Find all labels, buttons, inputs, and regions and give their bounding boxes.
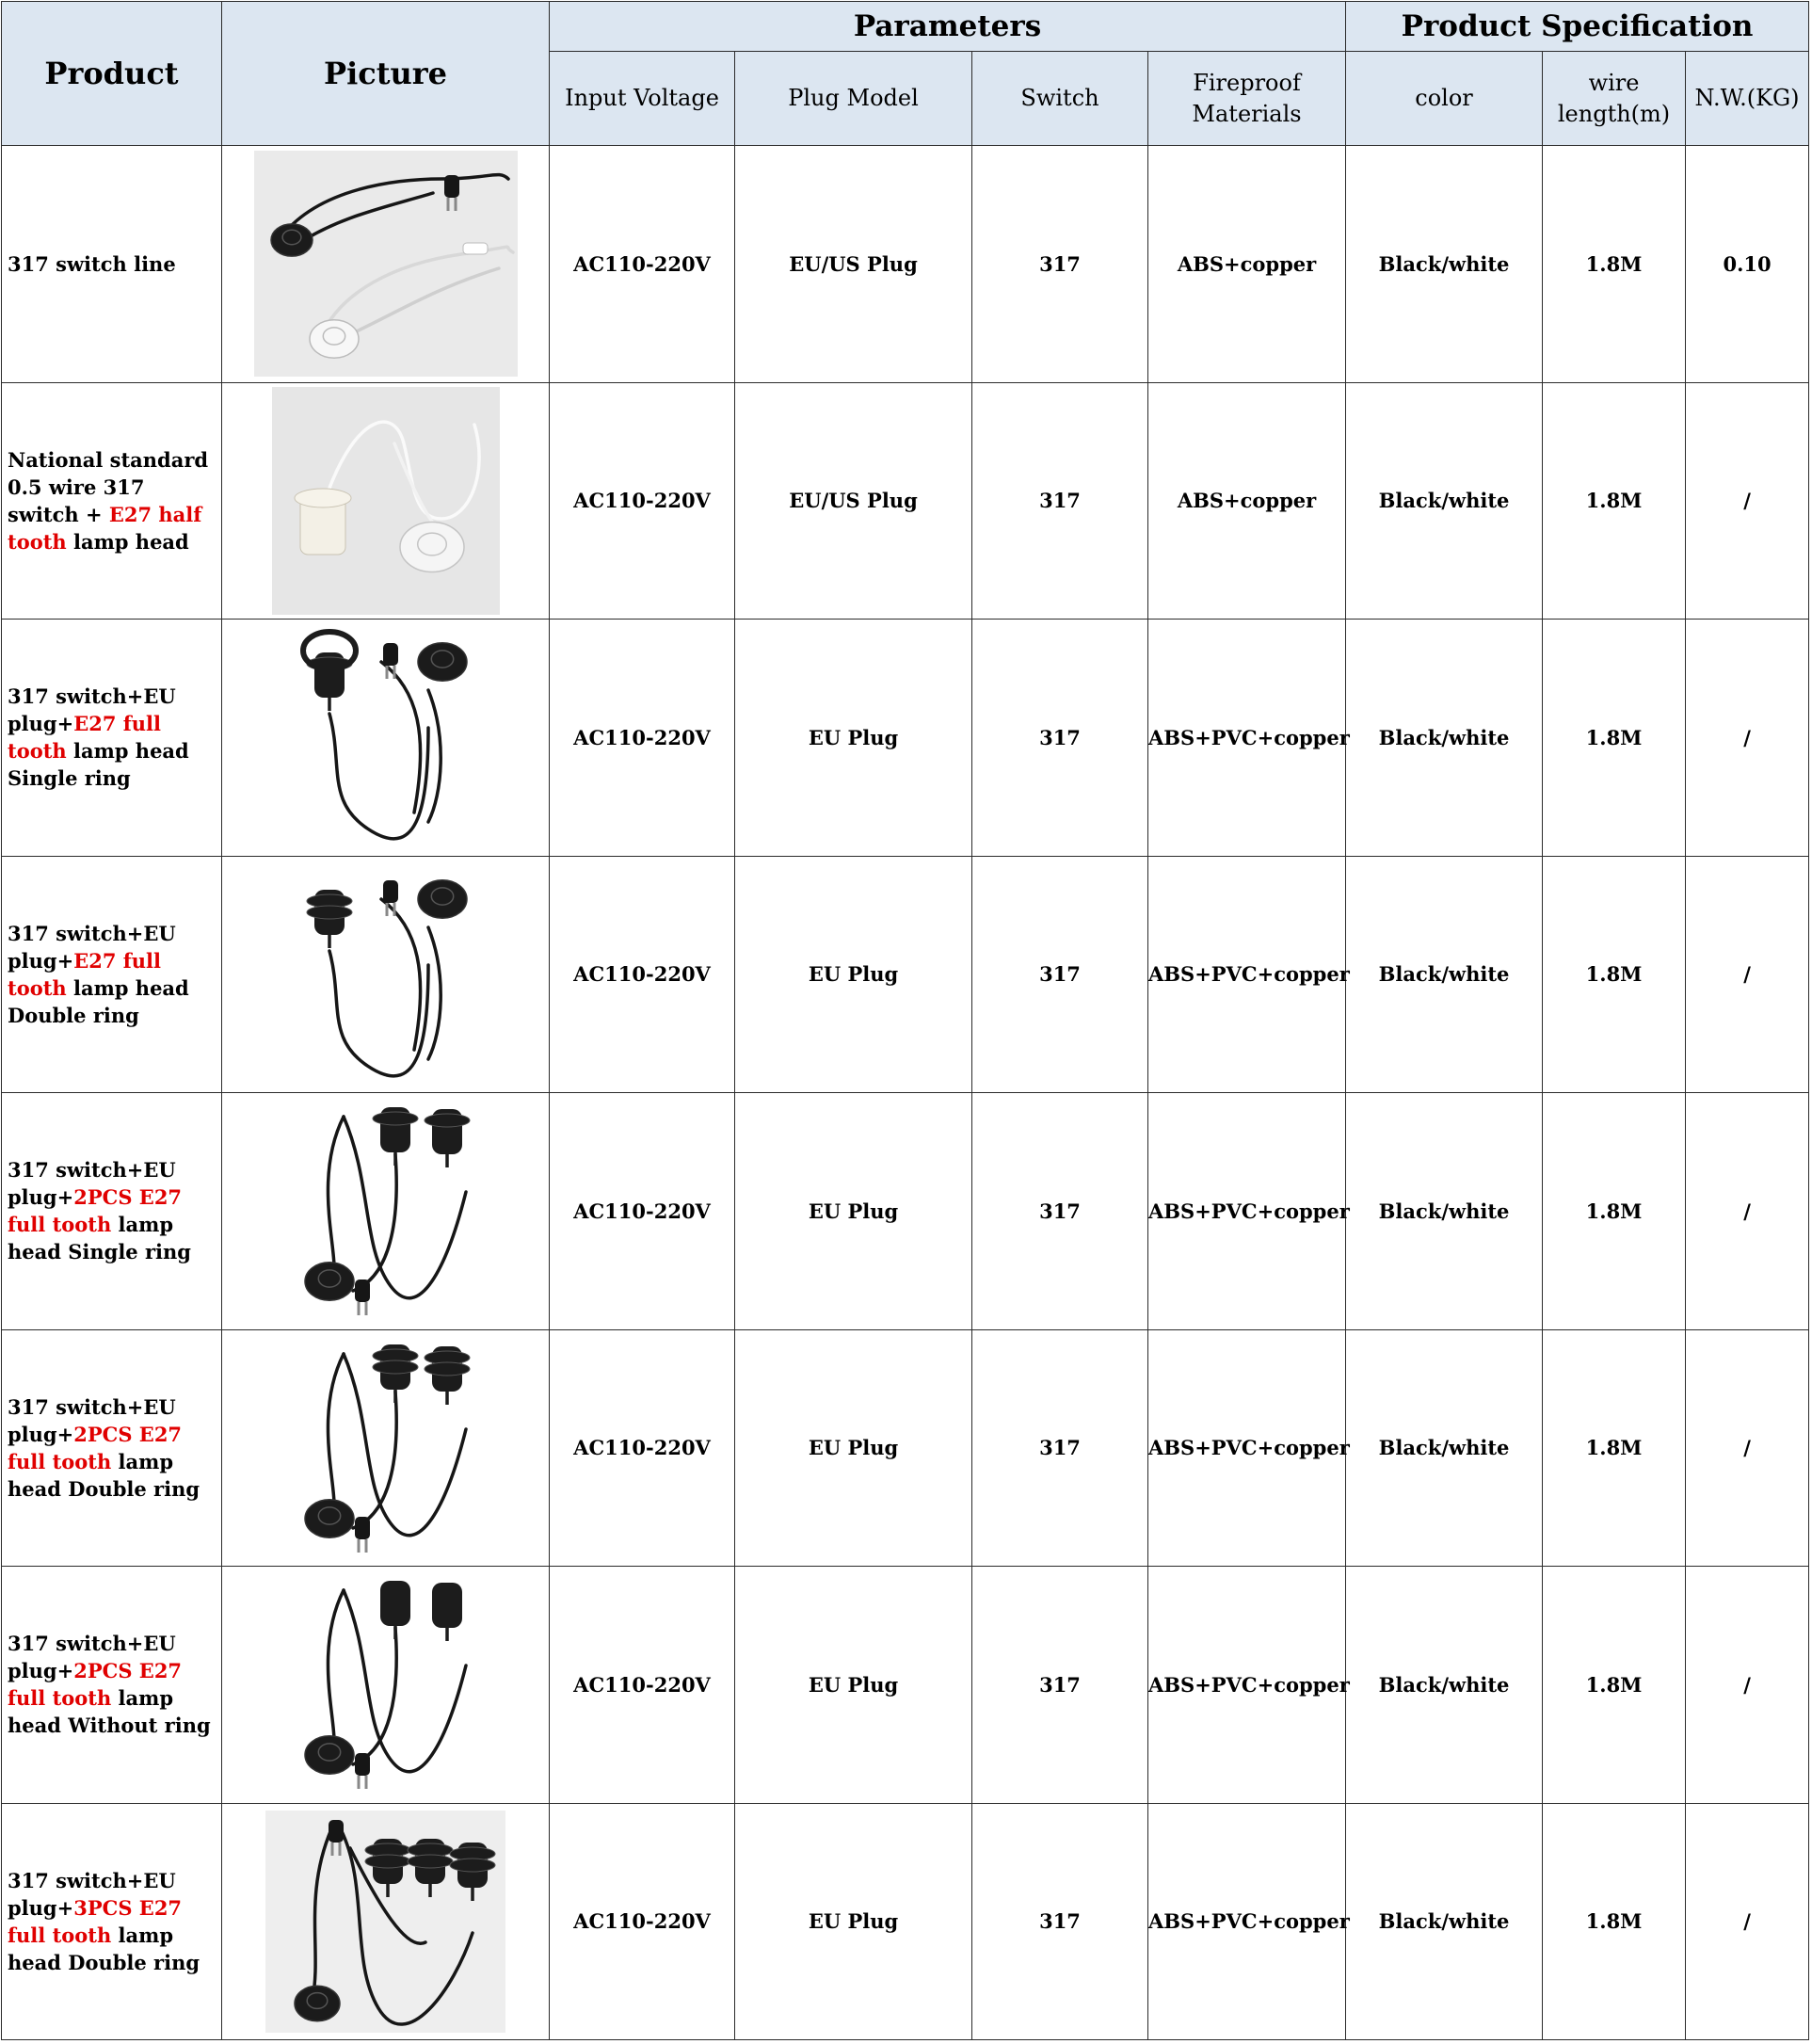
net-weight-cell: /	[1686, 382, 1809, 620]
wire-length-cell: 1.8M	[1543, 1329, 1686, 1567]
picture-cell	[222, 382, 550, 620]
product-name-text: lamp head Without ring	[8, 1686, 211, 1738]
table-row	[2, 856, 1809, 1093]
product-name-text: 317 switch+EU plug+	[8, 1632, 176, 1683]
picture-column-header: Picture	[222, 2, 550, 146]
color-cell: Black/white	[1346, 1093, 1543, 1330]
fireproof-materials-cell: ABS+PVC+copper	[1148, 1803, 1346, 2040]
color-cell: Black/white	[1346, 1329, 1543, 1567]
table-row	[2, 1093, 1809, 1330]
fireproof-materials-header	[1148, 52, 1346, 146]
color-cell: Black/white	[1346, 1803, 1543, 2040]
product-column-header: Product	[2, 2, 222, 146]
product-name-highlight: 2PCS E27 full tooth	[8, 1659, 183, 1711]
table-row	[2, 1329, 1809, 1567]
single-ring-lamp-holder-cord-photo	[287, 624, 485, 850]
fireproof-materials-cell: ABS+PVC+copper	[1148, 1093, 1346, 1330]
input-voltage-cell: AC110-220V	[550, 1567, 735, 1804]
plug-model-cell: EU Plug	[735, 1803, 972, 2040]
switch-cell: 317	[972, 1567, 1148, 1804]
double-ring-lamp-holder-cord-photo	[287, 861, 485, 1087]
product-name-text: lamp head Single ring	[8, 1213, 191, 1264]
wire-header-line1: wire	[1588, 69, 1640, 96]
product-name-text: 317 switch+EU plug+	[8, 684, 176, 736]
plug-model-cell: EU Plug	[735, 856, 972, 1093]
color-header: color	[1346, 52, 1543, 146]
picture-cell	[222, 1803, 550, 2040]
input-voltage-cell: AC110-220V	[550, 146, 735, 383]
fireproof-materials-cell: ABS+PVC+copper	[1148, 856, 1346, 1093]
wire-length-cell: 1.8M	[1543, 856, 1686, 1093]
picture-cell	[222, 146, 550, 383]
product-name-highlight: E27 full tooth	[8, 948, 162, 1000]
fireproof-header-line1: Fireproof	[1193, 69, 1301, 96]
wire-length-cell: 1.8M	[1543, 1803, 1686, 2040]
fireproof-materials-cell: ABS+PVC+copper	[1148, 1329, 1346, 1567]
switch-cell: 317	[972, 1803, 1148, 2040]
picture-cell	[222, 1093, 550, 1330]
wire-length-cell: 1.8M	[1543, 620, 1686, 857]
color-cell: Black/white	[1346, 146, 1543, 383]
plug-model-cell: EU Plug	[735, 1329, 972, 1567]
net-weight-cell: /	[1686, 856, 1809, 1093]
product-name-cell	[2, 146, 222, 383]
fireproof-materials-cell: ABS+copper	[1148, 382, 1346, 620]
switch-cell: 317	[972, 382, 1148, 620]
product-name-text: lamp head Single ring	[8, 739, 189, 791]
switch-cell: 317	[972, 620, 1148, 857]
product-name-cell	[2, 1329, 222, 1567]
product-name-cell	[2, 1803, 222, 2040]
switch-cell: 317	[972, 146, 1148, 383]
color-cell: Black/white	[1346, 382, 1543, 620]
product-name-cell	[2, 1093, 222, 1330]
wire-length-cell: 1.8M	[1543, 382, 1686, 620]
wire-header-line2: length(m)	[1557, 100, 1671, 127]
product-name-text: lamp head	[66, 529, 189, 554]
net-weight-cell: /	[1686, 1567, 1809, 1804]
table-row	[2, 1567, 1809, 1804]
two-plain-lamp-holders-photo	[287, 1571, 485, 1797]
input-voltage-cell: AC110-220V	[550, 856, 735, 1093]
product-name-text: lamp head Double ring	[8, 975, 189, 1027]
product-name-highlight: 2PCS E27 full tooth	[8, 1422, 183, 1473]
wire-length-cell: 1.8M	[1543, 1567, 1686, 1804]
product-name-cell	[2, 382, 222, 620]
two-single-ring-lamp-holders-photo	[287, 1098, 485, 1324]
wire-length-cell: 1.8M	[1543, 1093, 1686, 1330]
net-weight-header: N.W.(KG)	[1686, 52, 1809, 146]
plug-model-cell: EU/US Plug	[735, 146, 972, 383]
input-voltage-header: Input Voltage	[550, 52, 735, 146]
product-name-highlight: 2PCS E27 full tooth	[8, 1185, 183, 1237]
specification-group-header: Product Specification	[1346, 2, 1809, 52]
product-spec-table	[1, 1, 1809, 2040]
picture-cell	[222, 1567, 550, 1804]
color-cell: Black/white	[1346, 620, 1543, 857]
product-name-highlight: E27 half tooth	[8, 502, 202, 554]
plug-model-cell: EU Plug	[735, 1567, 972, 1804]
fireproof-materials-cell: ABS+PVC+copper	[1148, 620, 1346, 857]
fireproof-materials-cell: ABS+PVC+copper	[1148, 1567, 1346, 1804]
product-name-text: National standard 0.5 wire 317 switch +	[8, 447, 209, 526]
product-name-text: 317 switch+EU plug+	[8, 1868, 176, 1920]
product-rows	[2, 146, 1809, 2040]
net-weight-cell: /	[1686, 1093, 1809, 1330]
table-row	[2, 620, 1809, 857]
color-cell: Black/white	[1346, 1567, 1543, 1804]
product-name-text: 317 switch+EU plug+	[8, 1158, 176, 1210]
switch-cell: 317	[972, 1329, 1148, 1567]
switch-cell: 317	[972, 856, 1148, 1093]
three-double-ring-lamp-holders-photo	[265, 1811, 505, 2033]
input-voltage-cell: AC110-220V	[550, 1329, 735, 1567]
white-cord-with-lamp-holder-photo	[272, 387, 500, 615]
input-voltage-cell: AC110-220V	[550, 1093, 735, 1330]
picture-cell	[222, 620, 550, 857]
input-voltage-cell: AC110-220V	[550, 620, 735, 857]
product-name-highlight: 3PCS E27 full tooth	[8, 1895, 183, 1947]
net-weight-cell: 0.10	[1686, 146, 1809, 383]
picture-cell	[222, 856, 550, 1093]
fireproof-header-line2: Materials	[1192, 100, 1302, 127]
plug-model-cell: EU Plug	[735, 620, 972, 857]
plug-model-header: Plug Model	[735, 52, 972, 146]
net-weight-cell: /	[1686, 1329, 1809, 1567]
product-name-cell	[2, 1567, 222, 1804]
product-name-cell	[2, 856, 222, 1093]
product-name-cell	[2, 620, 222, 857]
table-row	[2, 146, 1809, 383]
picture-cell	[222, 1329, 550, 1567]
fireproof-materials-cell: ABS+copper	[1148, 146, 1346, 383]
product-name-text: 317 switch+EU plug+	[8, 921, 176, 973]
product-name-highlight: E27 full tooth	[8, 712, 162, 764]
input-voltage-cell: AC110-220V	[550, 1803, 735, 2040]
product-name-text: 317 switch+EU plug+	[8, 1394, 176, 1446]
two-double-ring-lamp-holders-photo	[287, 1335, 485, 1561]
black-and-white-switch-cords-photo	[254, 151, 518, 377]
wire-length-header	[1543, 52, 1686, 146]
product-name-text: lamp head Double ring	[8, 1449, 200, 1501]
table-row	[2, 1803, 1809, 2040]
plug-model-cell: EU/US Plug	[735, 382, 972, 620]
plug-model-cell: EU Plug	[735, 1093, 972, 1330]
switch-cell: 317	[972, 1093, 1148, 1330]
color-cell: Black/white	[1346, 856, 1543, 1093]
parameters-group-header: Parameters	[550, 2, 1346, 52]
product-name-text: lamp head Double ring	[8, 1923, 200, 1974]
net-weight-cell: /	[1686, 1803, 1809, 2040]
product-name-text: 317 switch line	[8, 251, 176, 276]
switch-header: Switch	[972, 52, 1148, 146]
wire-length-cell: 1.8M	[1543, 146, 1686, 383]
input-voltage-cell: AC110-220V	[550, 382, 735, 620]
table-row	[2, 382, 1809, 620]
net-weight-cell: /	[1686, 620, 1809, 857]
